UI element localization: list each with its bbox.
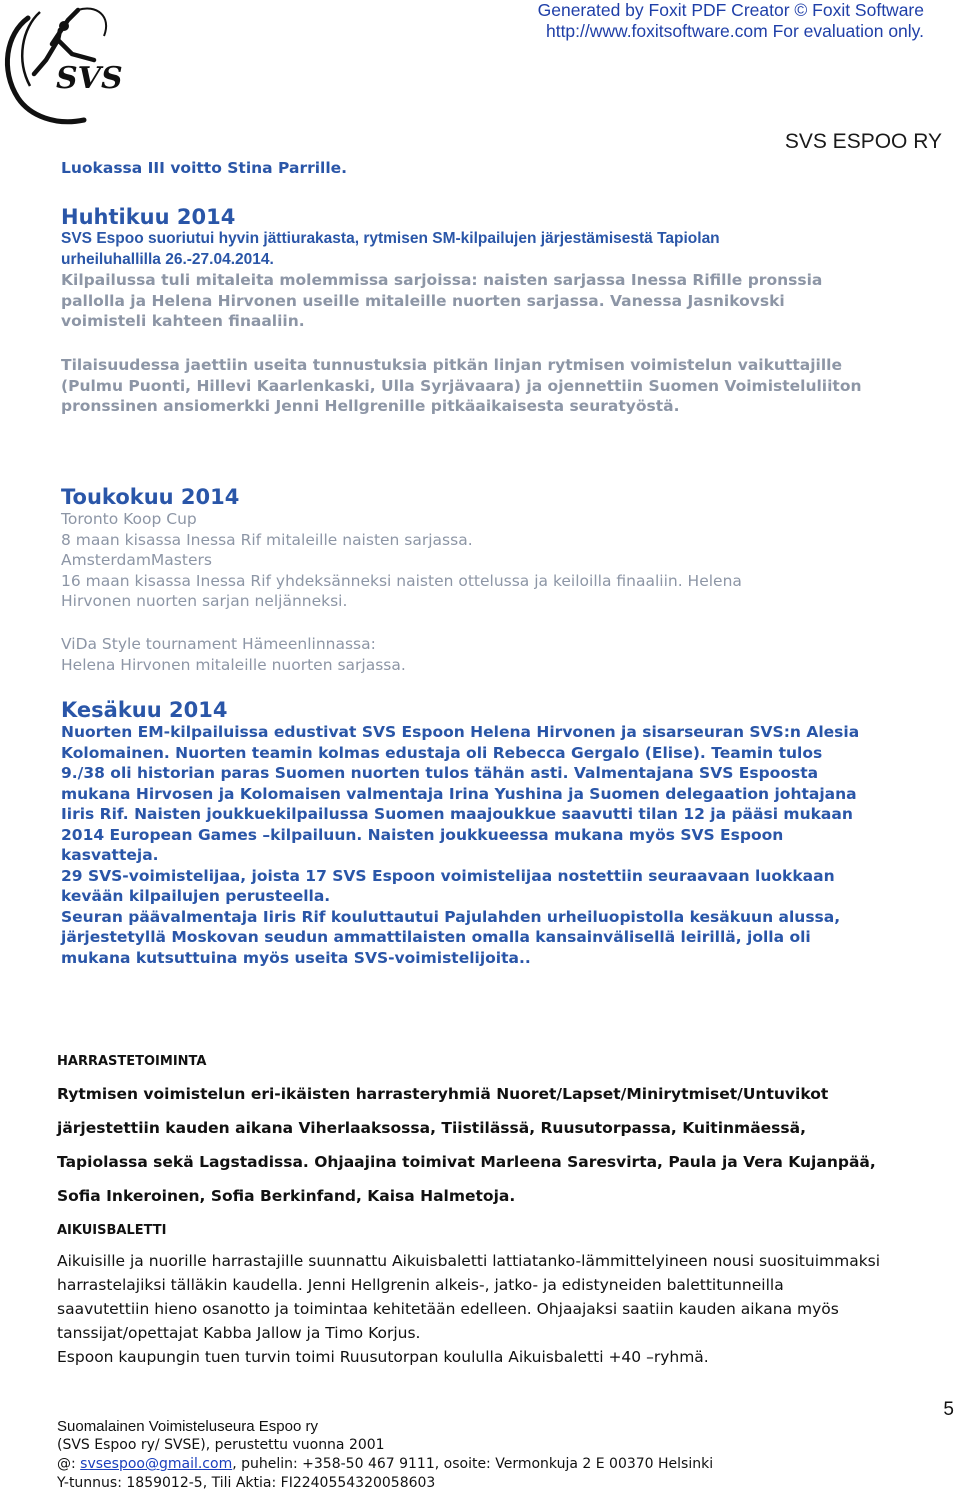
footer-email-prefix: @: — [57, 1456, 81, 1472]
june-line: kasvatteja. — [61, 846, 159, 864]
aikuisbaletti-body — [57, 1249, 880, 1369]
april-p2-line: Kilpailussa tuli mitaleita molemmissa sarjoissa: naisten sarjassa Inessa Rifille pronssia — [61, 271, 823, 289]
harrastetoiminta-line: Rytmisen voimistelun eri-ikäisten harrasteryhmiä Nuoret/Lapset/Minirytmiset/Untuvikot — [57, 1085, 829, 1103]
harrastetoiminta-body — [57, 1077, 876, 1213]
aikuisbaletti-line: harrastelajiksi tälläkin kaudella. Jenni Hellgrenin alkeis-, jatko- ja edistyneiden balettitunneilla — [57, 1276, 784, 1294]
june-line: 9./38 oli historian paras Suomen nuorten tulos tähän asti. Valmentajana SVS Espoosta — [61, 764, 819, 782]
svs-logo — [0, 0, 140, 130]
june-line: Seuran päävalmentaja Iiris Rif kouluttautui Pajulahden urheiluopistolla kesäkuun alussa, — [61, 907, 841, 926]
april-section — [61, 205, 822, 332]
april-p1-line: urheiluhallilla 26.-27.04.2014. — [61, 250, 274, 268]
foxit-watermark — [454, 0, 924, 42]
april-p2-line: pallolla ja Helena Hirvonen useille mitaleille nuorten sarjassa. Vanessa Jasnikovski — [61, 291, 785, 310]
may-vida — [61, 634, 406, 675]
footer-business-id: Y-tunnus: 1859012-5, Tili Aktia: FI2240554320058603 — [57, 1475, 436, 1491]
april-p1-line: SVS Espoo suoriutui hyvin jättiurakasta, rytmisen SM-kilpailujen järjestämisestä Tapiolan — [61, 230, 720, 247]
may-section — [61, 485, 742, 612]
may-line: 16 maan kisassa Inessa Rif yhdeksänneksi naisten ottelussa ja keiloilla finaaliin. Helena — [61, 571, 742, 590]
footer-email-link[interactable]: svsespoo@gmail.com — [80, 1456, 233, 1472]
april-p3-line: Tilaisuudessa jaettiin useita tunnustuksia pitkän linjan rytmisen voimistelun vaikuttajille — [61, 356, 843, 374]
aikuisbaletti-line: Espoon kaupungin tuen turvin toimi Ruusutorpan koululla Aikuisbaletti +40 –ryhmä. — [57, 1348, 709, 1366]
footer-contact-details: , puhelin: +358-50 467 9111, osoite: Vermonkuja 2 E 00370 Helsinki — [232, 1456, 714, 1472]
june-line: 29 SVS-voimistelijaa, joista 17 SVS Espoon voimistelijaa nostettiin seuraavaan luokkaan — [61, 866, 835, 885]
june-line: Kolomainen. Nuorten teamin kolmas edustaja oli Rebecca Gergalo (Elise). Teamin tulos — [61, 743, 823, 762]
may-vida-line: ViDa Style tournament Hämeenlinnassa: — [61, 635, 376, 653]
footer — [57, 1417, 713, 1493]
april-p3-line: pronssinen ansiomerkki Jenni Hellgrenille pitkäaikaisesta seuratyöstä. — [61, 397, 680, 415]
may-line: 8 maan kisassa Inessa Rif mitaleille naisten sarjassa. — [61, 530, 473, 549]
may-title: Toukokuu 2014 — [61, 485, 240, 509]
april-p2-line: voimisteli kahteen finaaliin. — [61, 312, 305, 330]
april-p3-line: (Pulmu Puonti, Hillevi Kaarlenkaski, Ulla Syrjävaara) ja ojennettiin Suomen Voimisteluliiton — [61, 376, 862, 395]
aikuisbaletti-line: Aikuisille ja nuorille harrastajille suunnattu Aikuisbaletti lattiatanko-lämmittelyineen nousi suosituimmaksi — [57, 1252, 881, 1270]
logo-text: SVS — [56, 61, 123, 96]
harrastetoiminta-label: HARRASTETOIMINTA — [57, 1054, 207, 1069]
harrastetoiminta-line: Sofia Inkeroinen, Sofia Berkinfand, Kaisa Halmetoja. — [57, 1187, 516, 1205]
june-line: kevään kilpailujen perusteella. — [61, 887, 331, 905]
june-line: mukana kutsuttuina myös useita SVS-voimistelijoita.. — [61, 948, 531, 967]
page-number: 5 — [943, 1399, 954, 1420]
june-section — [61, 698, 859, 968]
april-title: Huhtikuu 2014 — [61, 205, 236, 229]
watermark-line-2: http://www.foxitsoftware.com For evaluation only. — [545, 21, 924, 41]
footer-org: Suomalainen Voimisteluseura Espoo ry — [57, 1418, 318, 1435]
footer-founded: (SVS Espoo ry/ SVSE), perustettu vuonna 2001 — [57, 1437, 385, 1453]
may-vida-line: Helena Hirvonen mitaleille nuorten sarjassa. — [61, 655, 406, 674]
watermark-line-1: Generated by Foxit PDF Creator © Foxit Software — [537, 0, 924, 20]
june-line: 2014 European Games –kilpailuun. Naisten joukkueessa mukana myös SVS Espoon — [61, 825, 784, 844]
may-line: Hirvonen nuorten sarjan neljänneksi. — [61, 592, 348, 610]
aikuisbaletti-line: saavutettiin hieno osanotto ja toimintaa kehitetään edelleen. Ohjaajaksi saatiin kauden aikana myös — [57, 1300, 839, 1318]
june-line: Iiris Rif. Naisten joukkuekilpailussa Suomen maajoukkue saavutti tilan 12 ja pääsi mukaan — [61, 805, 853, 823]
june-title: Kesäkuu 2014 — [61, 698, 228, 722]
may-line: Toronto Koop Cup — [61, 510, 197, 528]
intro-line: Luokassa III voitto Stina Parrille. — [61, 159, 348, 177]
header-org-name: SVS ESPOO RY — [784, 130, 942, 153]
harrastetoiminta-line: Tapiolassa sekä Lagstadissa. Ohjaajina toimivat Marleena Saresvirta, Paula ja Vera Kujanpää, — [57, 1153, 876, 1171]
june-line: järjestetyllä Moskovan seudun ammattilaisten omalla kansainvälisellä leirillä, jolla oli — [61, 928, 811, 946]
june-line: Nuorten EM-kilpailuissa edustivat SVS Espoon Helena Hirvonen ja sisarseuran SVS:n Alesia — [61, 723, 860, 741]
april-p3 — [61, 355, 862, 417]
aikuisbaletti-label: AIKUISBALETTI — [57, 1223, 167, 1238]
may-line: AmsterdamMasters — [61, 551, 212, 569]
aikuisbaletti-line: tanssijat/opettajat Kabba Jallow ja Timo Korjus. — [57, 1324, 421, 1342]
june-line: mukana Hirvosen ja Kolomaisen valmentaja Irina Yushina ja Suomen delegaation johtajana — [61, 784, 857, 803]
footer-contact — [57, 1455, 713, 1474]
harrastetoiminta-line: järjestettiin kauden aikana Viherlaaksossa, Tiistilässä, Ruusutorpassa, Kuitinmäessä, — [57, 1119, 806, 1137]
